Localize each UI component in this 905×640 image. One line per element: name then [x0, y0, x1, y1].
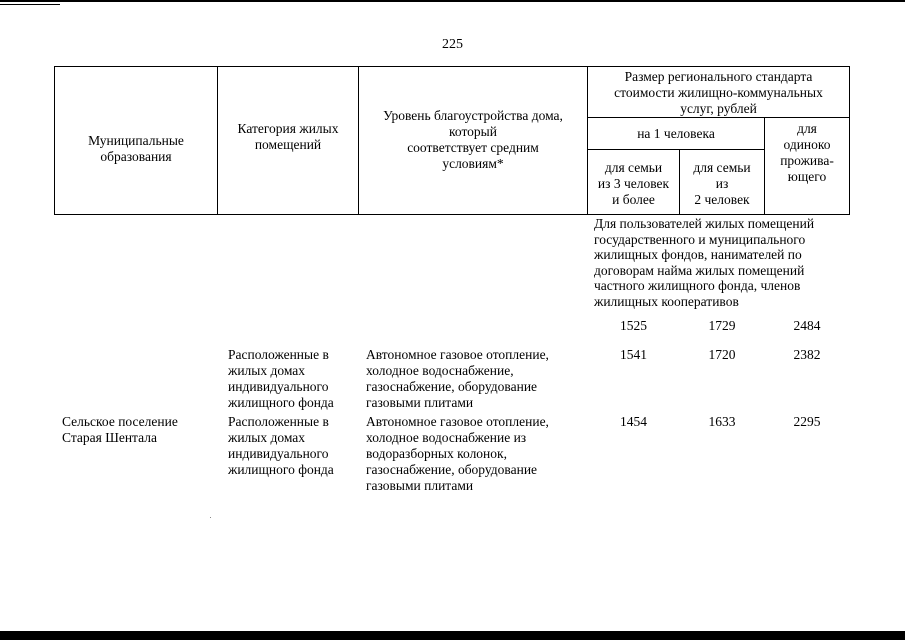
row-value-family3: 1454: [620, 414, 647, 429]
row-value-single: 2382: [793, 347, 821, 362]
row-amenities: Автономное газовое отопление, холодное водоснабжение, газоснабжение, оборудование газовыми плитами: [366, 347, 549, 410]
scan-speck: [210, 517, 211, 518]
header-divider-per-person: [587, 149, 764, 150]
header-family-2: для семьи из 2 человек: [693, 160, 751, 207]
header-bottom-border: [54, 214, 849, 215]
row-value-single: 2295: [793, 414, 821, 429]
header-family-3plus: для семьи из 3 человек и более: [597, 160, 670, 207]
row-category: Расположенные в жилых домах индивидуального жилищного фонда: [228, 414, 334, 477]
header-border-right: [849, 66, 850, 215]
header-top-border: [54, 66, 849, 67]
page-number: 225: [442, 37, 463, 52]
header-single-resident: для одиноко прожива- ющего: [780, 121, 834, 184]
section-note: Для пользователей жилых помещений государственного и муниципального жилищных фондов, нанимателей по договорам найма жилых помещений частного жилищного фонда, членов жилищных кооперативов: [594, 216, 815, 309]
row-value-family2: 1633: [708, 414, 736, 429]
row-value-family2: 1720: [708, 347, 736, 362]
header-divider-standard: [587, 117, 849, 118]
row-amenities: Автономное газовое отопление, холодное водоснабжение из водоразборных колонок, газоснабжение, оборудование газовыми плитами: [366, 414, 549, 493]
header-per-person: на 1 человека: [637, 126, 715, 141]
header-amenities: Уровень благоустройства дома, который соответствует средним условиям*: [383, 108, 563, 171]
header-municipality: Муниципальные образования: [88, 133, 184, 164]
section-value-family2: 1729: [708, 318, 736, 333]
bottom-border-bar: [0, 631, 905, 640]
section-value-family3: 1525: [620, 318, 647, 333]
header-standard-size: Размер регионального стандарта стоимости жилищно-коммунальных услуг, рублей: [614, 69, 823, 116]
top-left-dash: [0, 4, 60, 5]
row-municipality: Сельское поселение Старая Шентала: [62, 414, 178, 445]
row-value-family3: 1541: [620, 347, 647, 362]
section-value-single: 2484: [793, 318, 821, 333]
row-category: Расположенные в жилых домах индивидуального жилищного фонда: [228, 347, 334, 410]
top-border-line: [0, 0, 905, 2]
header-category: Категория жилых помещений: [237, 121, 339, 152]
